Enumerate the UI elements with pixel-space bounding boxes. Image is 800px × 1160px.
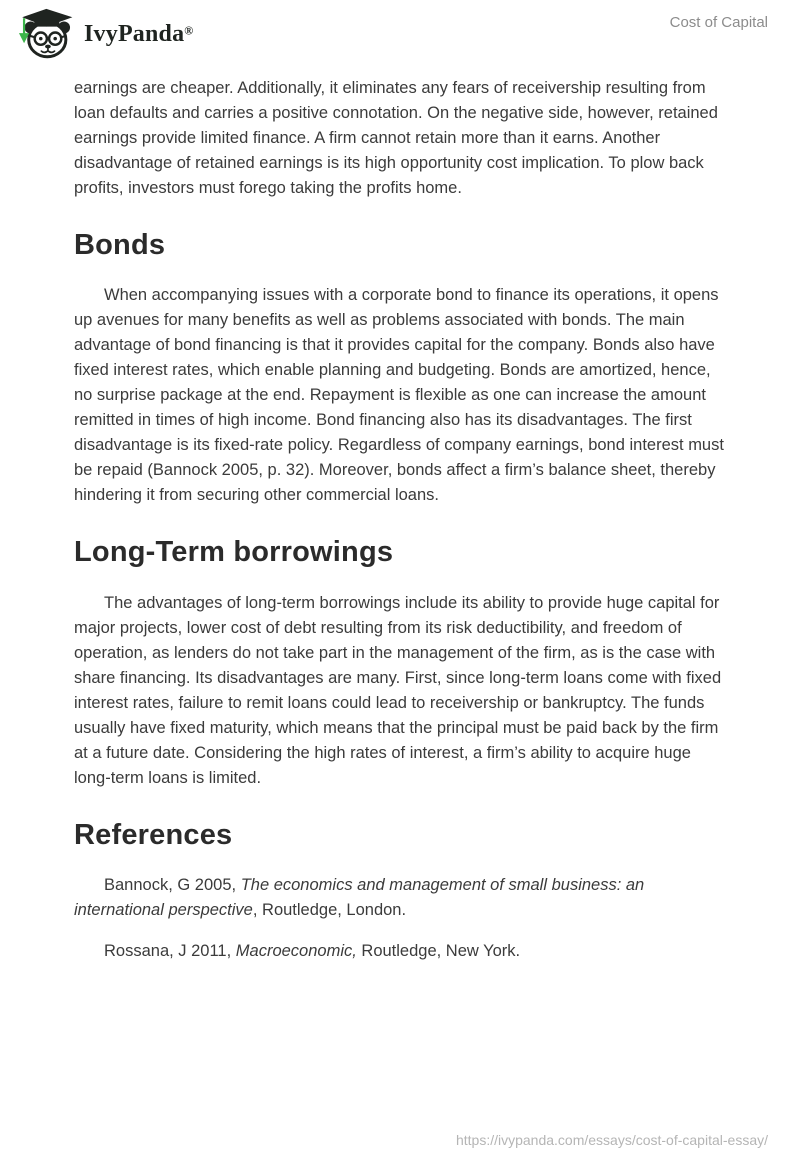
panda-graduation-cap-icon xyxy=(14,8,75,60)
reference-authors: Bannock, G 2005, xyxy=(104,876,241,895)
reference-publisher: Routledge, New York. xyxy=(356,942,521,961)
reference-title: Macroeconomic, xyxy=(235,942,357,961)
reference-authors: Rossana, J 2011, xyxy=(104,942,236,961)
section-heading-long-term-borrowings: Long-Term borrowings xyxy=(74,536,394,569)
essay-body xyxy=(0,66,800,964)
reference-title: The economics and management of small business: an international perspective xyxy=(74,876,645,920)
registered-trademark-symbol: ® xyxy=(184,23,194,38)
section-heading-references: References xyxy=(74,818,233,851)
reference-item-bannock xyxy=(74,873,728,923)
page-header xyxy=(0,0,800,66)
source-url: https://ivypanda.com/essays/cost-of-capital-essay/ xyxy=(455,1132,768,1148)
reference-item-rossana xyxy=(74,939,728,964)
section-paragraph-bonds: When accompanying issues with a corporate bond to finance its operations, it opens up avenues for many benefits as well as problems associated with bonds. The main advantage of bond financing is that it provides capital for the company. Bonds also have fixed interest rates, which enable planning and budgeting. Bonds are amortized, hence, no surprise package at the end. Repayment is flexible as one can increase the amount remitted in times of high income. Bond financing also has its disadvantages. The first disadvantage is its fixed-rate policy. Regardless of company earnings, bond interest must be repaid (Bannock 2005, p. 32). Moreover, bonds affect a firm’s balance sheet, thereby hindering it from securing other commercial loans. xyxy=(74,286,724,505)
document-title: Cost of Capital xyxy=(669,14,768,31)
section-heading-bonds: Bonds xyxy=(74,229,166,261)
intro-paragraph: earnings are cheaper. Additionally, it eliminates any fears of receivership resulting from loan defaults and carries a positive connotation. On the negative side, however, retained earnings provide limited finance. A firm cannot retain more than it earns. Another disadvantage of retained earnings is its high opportunity cost implication. To plow back profits, investors must forego taking the profits home. xyxy=(74,79,718,197)
brand xyxy=(14,8,193,60)
section-paragraph-long-term-borrowings: The advantages of long-term borrowings include its ability to provide huge capital for major projects, lower cost of debt resulting from its risk deductibility, and freedom of operation, as lenders do not take part in the management of the firm, as is the case with share financing. Its disadvantages are many. First, since long-term loans come with fixed interest rates, failure to remit loans could lead to receivership or bankruptcy. The funds usually have fixed maturity, which means that the principal must be paid back by the firm at a future date. Considering the high rates of interest, a firm’s ability to acquire huge long-term loans is limited. xyxy=(74,593,722,787)
reference-publisher: , Routledge, London. xyxy=(252,901,407,920)
brand-name-text: IvyPanda xyxy=(84,20,185,47)
brand-name xyxy=(84,21,193,48)
